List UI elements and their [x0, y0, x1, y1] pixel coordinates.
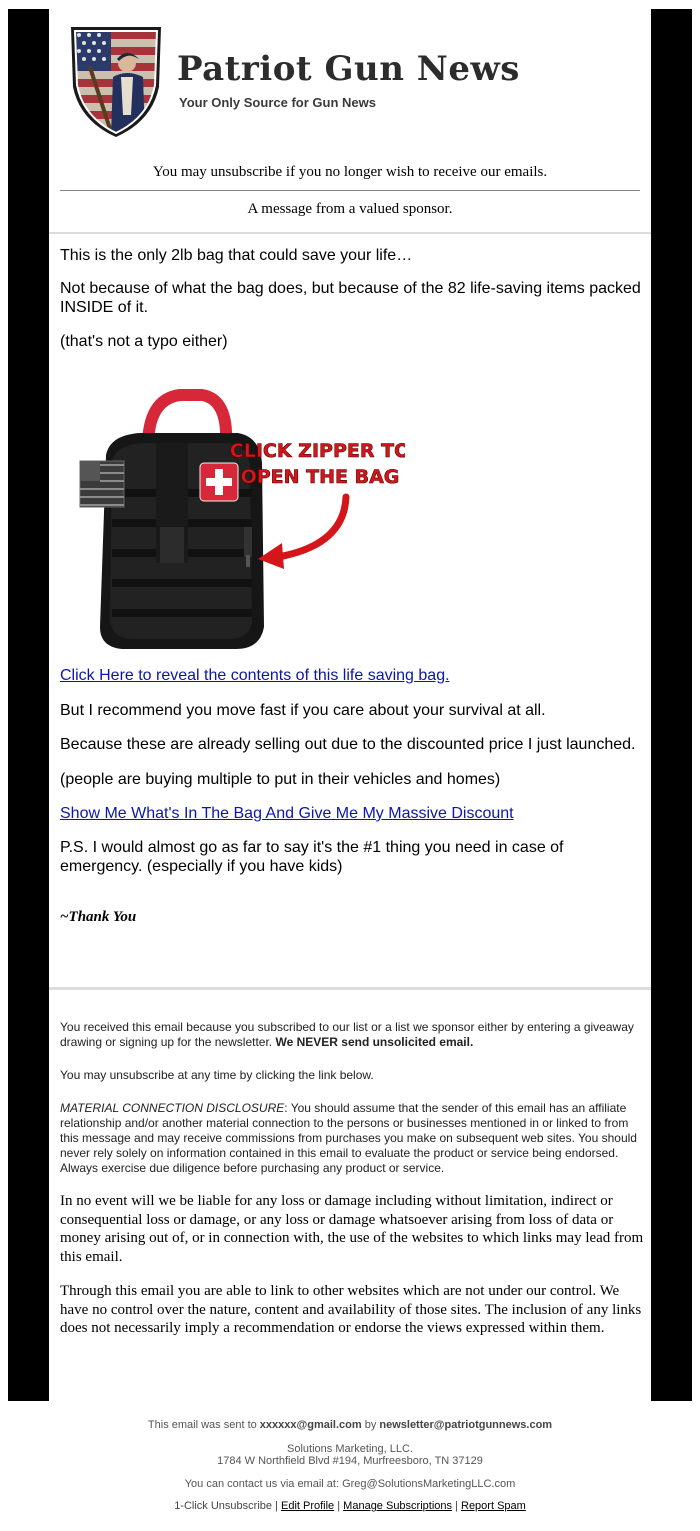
reveal-contents-link[interactable]: Click Here to reveal the contents of this life saving bag.: [60, 667, 450, 684]
sender-email: newsletter@patriotgunnews.com: [379, 1419, 553, 1431]
sent-prefix: This email was sent to: [147, 1419, 260, 1431]
recipient-email: xxxxxx@gmail.com: [259, 1419, 362, 1431]
body-paragraph: (that's not a typo either): [60, 333, 228, 350]
body-paragraph: P.S. I would almost go as far to say it's the #1 thing you need in case of emergency. (especially if you have kids): [60, 839, 564, 875]
sign-off: ~Thank You: [60, 909, 137, 925]
body-paragraph: But I recommend you move fast if you care about your survival at all.: [60, 702, 546, 719]
manage-subscriptions-link[interactable]: Manage Subscriptions: [343, 1500, 453, 1512]
body-paragraph: Not because of what the bag does, but because of the 82 life-saving items packed INSIDE of it.: [60, 280, 641, 316]
disclosure-text: : You should assume that the sender of this email has an affiliate relationship and/or another material connection to the persons or businesses mentioned in or linked to from this message and may receive commissions from purchases you make on subsequent web sites. You should never rely solely on information contained in this email to evaluate the product or service being endorsed. Always exercise due diligence before purchasing any product or service.: [60, 1101, 637, 1175]
liability-notice: In no event will we be liable for any loss or damage including without limitation, indirect or consequential loss or damage, or any loss or damage whatsoever arising from loss of data or money arising out of, or in connection with, the use of the websites to which links may lead from this email.: [60, 1193, 644, 1265]
separator: |: [272, 1500, 281, 1512]
image-callout-line2: OPEN THE BAG: [240, 466, 400, 488]
sent-by: by: [361, 1419, 380, 1431]
unsubscribe-any-time: You may unsubscribe at any time by clicking the link below.: [60, 1068, 374, 1082]
separator: |: [452, 1500, 461, 1512]
unsubscribe-note: You may unsubscribe if you no longer wish to receive our emails.: [152, 164, 548, 180]
disclosure-label: MATERIAL CONNECTION DISCLOSURE: [60, 1101, 285, 1115]
body-paragraph: Because these are already selling out due to the discounted price I just launched.: [60, 736, 636, 753]
body-paragraph: (people are buying multiple to put in their vehicles and homes): [60, 771, 501, 788]
received-notice: [60, 1020, 645, 1050]
sent-to-line: [0, 1419, 700, 1431]
one-click-unsubscribe[interactable]: 1-Click Unsubscribe: [174, 1500, 272, 1512]
footer-divider: [49, 987, 651, 990]
first-aid-bag-image[interactable]: [60, 377, 405, 662]
edit-profile-link[interactable]: Edit Profile: [280, 1500, 335, 1512]
arrow-icon: [278, 497, 346, 557]
discount-link[interactable]: Show Me What's In The Bag And Give Me My Massive Discount: [60, 805, 514, 822]
contact-line: You can contact us via email at: Greg@SolutionsMarketingLLC.com: [184, 1478, 516, 1490]
image-callout-line1: CLICK ZIPPER TO: [229, 440, 405, 462]
brand-title: Patriot Gun News: [177, 49, 520, 89]
received-notice-bold: We NEVER send unsolicited email.: [275, 1035, 474, 1049]
company-name: Solutions Marketing, LLC.: [287, 1443, 413, 1455]
email-body: [49, 9, 651, 1401]
footer-links: [0, 1500, 700, 1512]
separator: |: [334, 1500, 344, 1512]
brand-tagline: Your Only Source for Gun News: [179, 95, 376, 110]
body-paragraph: This is the only 2lb bag that could save your life…: [60, 247, 413, 264]
report-spam-link[interactable]: Report Spam: [461, 1500, 526, 1512]
material-disclosure: [60, 1101, 645, 1176]
patriot-shield-logo-icon: [69, 25, 163, 137]
company-address: 1784 W Northfield Blvd #194, Murfreesboro, TN 37129: [217, 1455, 483, 1467]
header-divider: [60, 190, 640, 191]
section-divider: [49, 232, 651, 234]
external-links-notice: Through this email you are able to link to other websites which are not under our control. We have no control over the nature, content and availability of those sites. The inclusion of any links does not necessarily imply a recommendation or endorse the views expressed within them.: [60, 1283, 642, 1336]
received-notice-text: You received this email because you subscribed to our list or a list we sponsor either by entering a giveaway drawing or signing up for the newsletter.: [60, 1020, 634, 1049]
sponsor-note: A message from a valued sponsor.: [247, 201, 453, 217]
